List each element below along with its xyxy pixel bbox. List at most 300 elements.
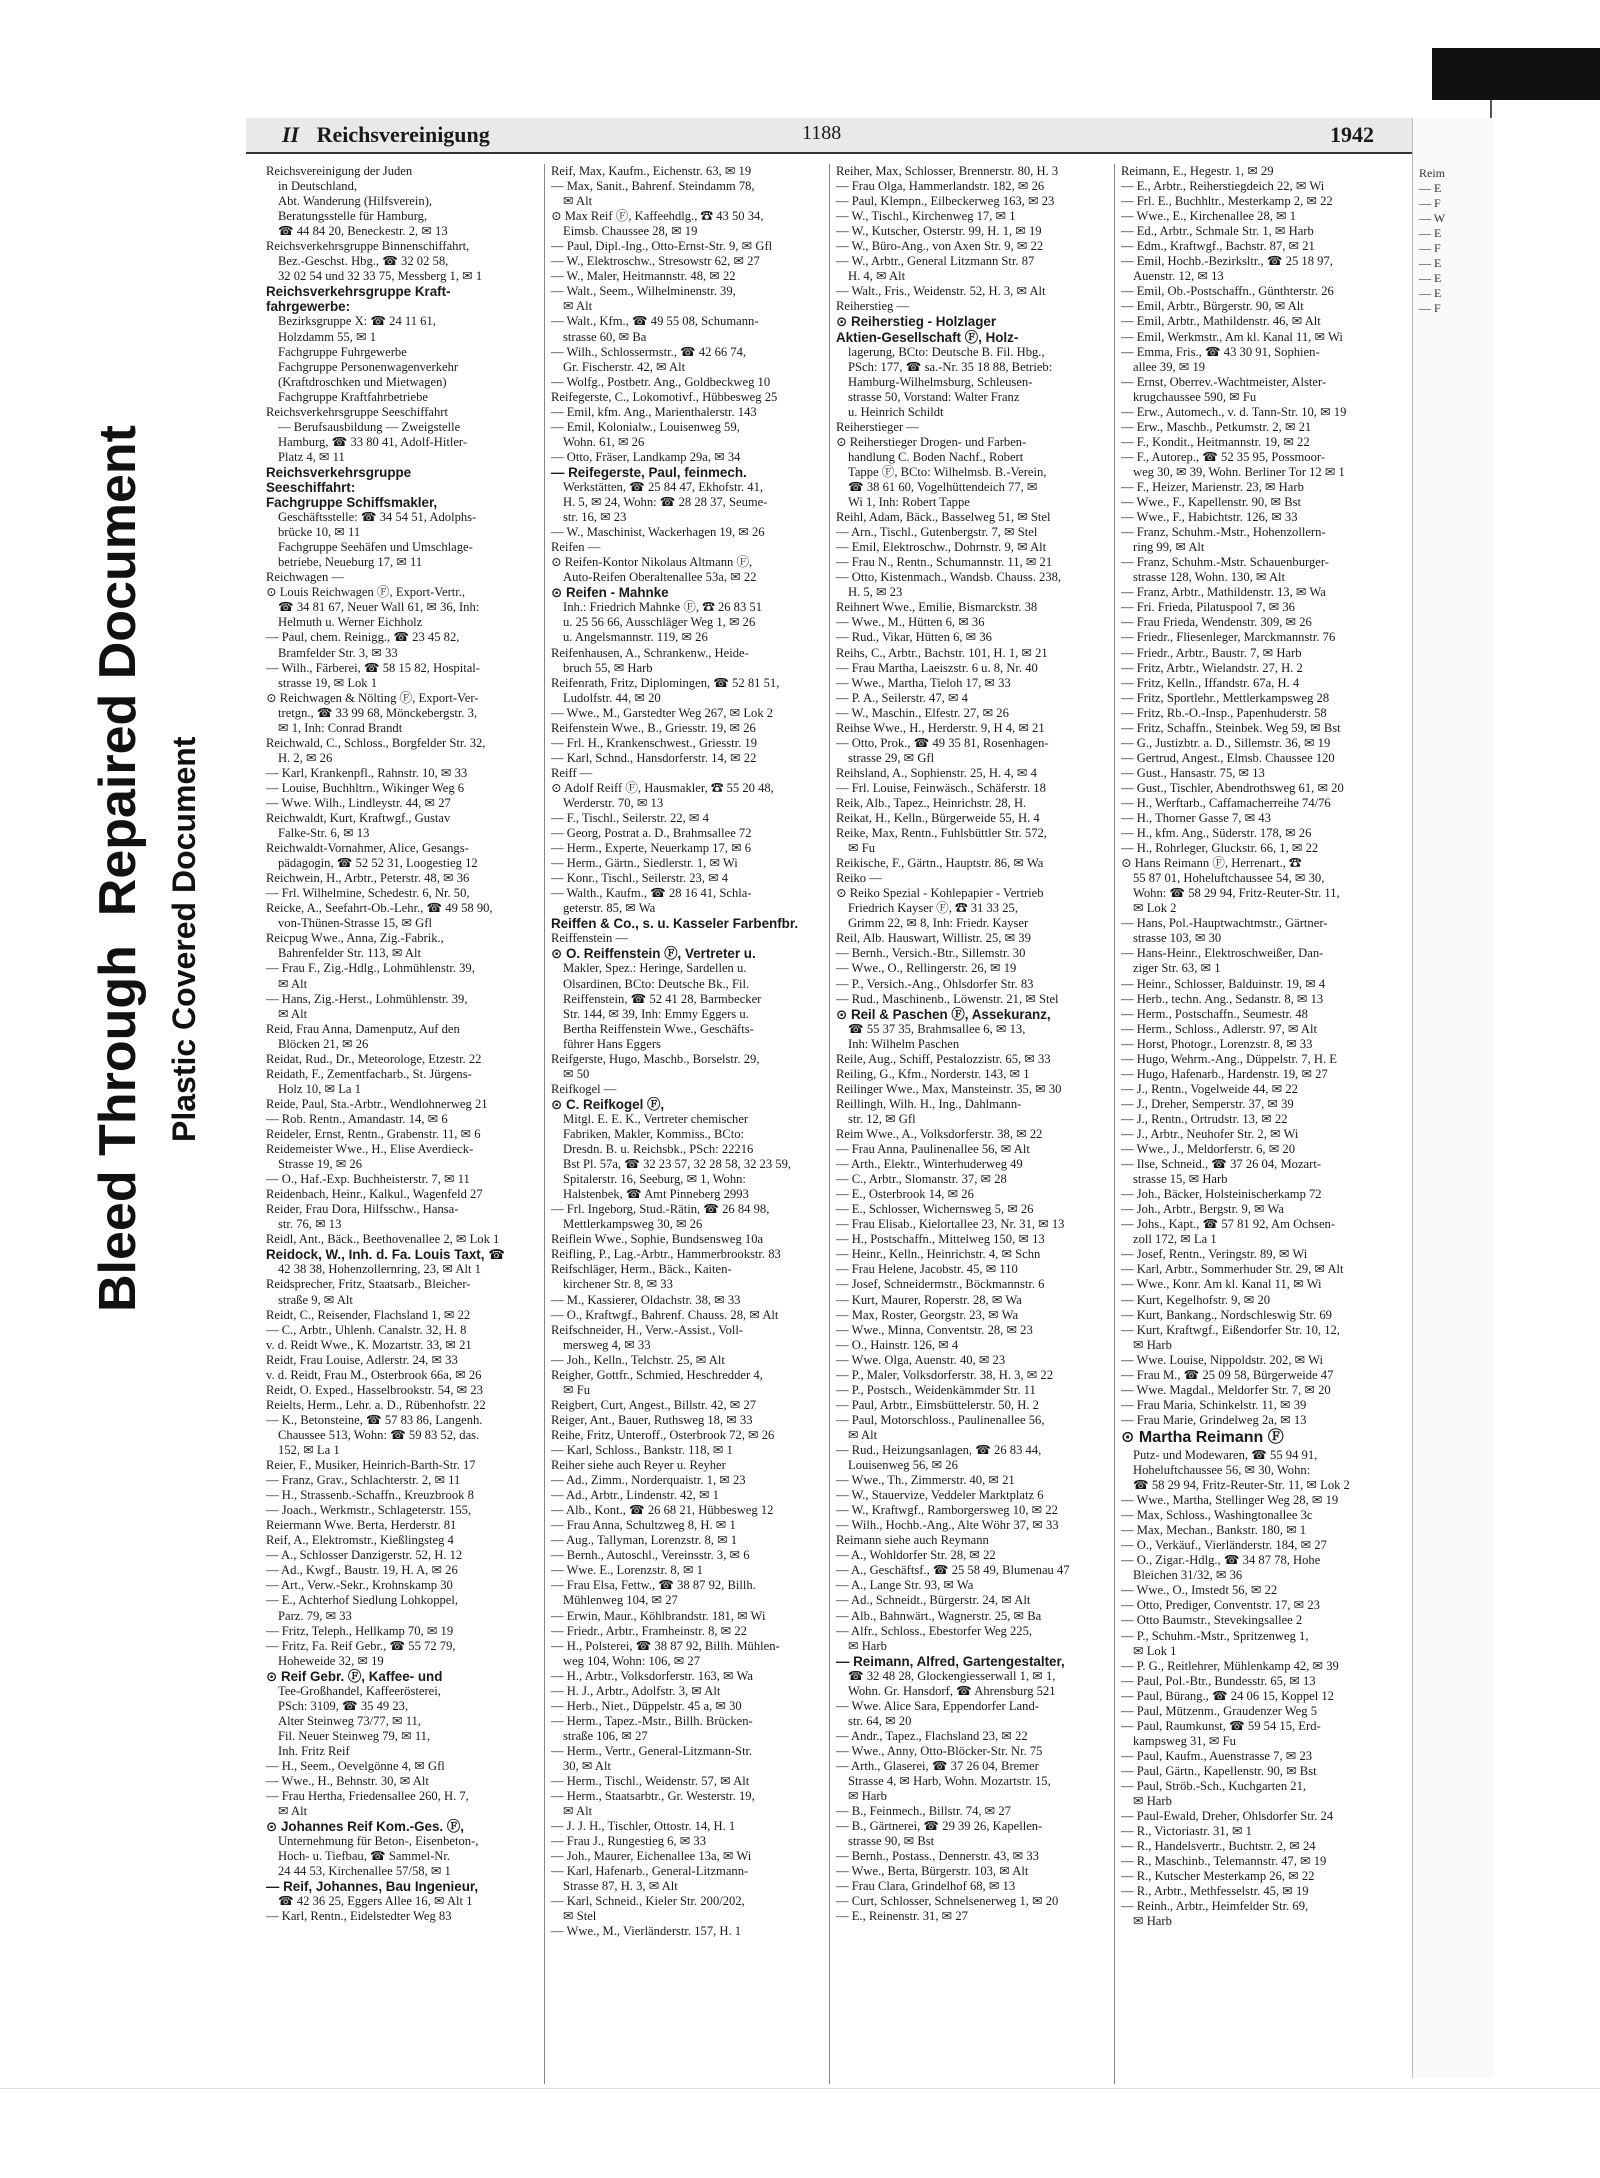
directory-entry-line: — Gertrud, Angest., Elmsb. Chaussee 120 (1121, 750, 1335, 765)
directory-entry-line: — Georg, Postrat a. D., Brahmsallee 72 (551, 826, 752, 841)
directory-entry-line: (Kraftdroschken und Mietwagen) (278, 374, 447, 389)
directory-entry-line: Auto-Reifen Oberaltenallee 53a, ✉ 22 (563, 570, 757, 585)
directory-entry-line: ☎ 44 84 20, Beneckestr. 2, ✉ 13 (278, 224, 448, 239)
directory-entry-line: bruch 55, ✉ Harb (563, 660, 653, 675)
directory-entry-line: — Paul, Klempn., Eilbeckerweg 163, ✉ 23 (836, 194, 1055, 209)
directory-entry-line: — W., Maschin., Elfestr. 27, ✉ 26 (836, 705, 1009, 720)
next-page-edge (1412, 118, 1493, 2078)
directory-entry-line: — Reinh., Arbtr., Heimfelder Str. 69, (1121, 1899, 1309, 1914)
directory-columns (260, 164, 1400, 2084)
directory-entry-line: Fabriken, Makler, Kommiss., BCto: (563, 1127, 745, 1141)
directory-entry-line: — Emil, Arbtr., Mathildenstr. 46, ✉ Alt (1121, 314, 1321, 329)
directory-entry-line: Reifkogel — (551, 1081, 617, 1096)
directory-entry-line: ⊙ C. Reifkogel Ⓕ, (551, 1096, 665, 1112)
directory-entry-line: — Wwe., Konr. Am kl. Kanal 11, ✉ Wi (1121, 1277, 1322, 1292)
directory-entry-line: — E., Reinenstr. 31, ✉ 27 (836, 1909, 968, 1924)
directory-entry-line: — J., Dreher, Semperstr. 37, ✉ 39 (1121, 1096, 1294, 1111)
edge-fragment: — E (1419, 286, 1442, 300)
directory-entry-line: ✉ Lok 2 (1133, 901, 1177, 916)
directory-entry-line: straße 9, ✉ Alt (278, 1292, 353, 1307)
directory-entry-line: Unternehmung für Beton-, Eisenbeton-, (278, 1834, 479, 1849)
directory-entry-line: — H., Arbtr., Volksdorferstr. 163, ✉ Wa (551, 1668, 753, 1683)
directory-entry-line: tretgn., ☎ 33 99 68, Mönckebergstr. 3, (278, 705, 478, 720)
directory-entry-line: — Otto Baumstr., Stevekingsallee 2 (1121, 1613, 1303, 1628)
directory-entry-line: Fachgruppe Kraftfahrbetriebe (278, 389, 428, 404)
directory-entry-line: str. 16, ✉ 23 (563, 510, 627, 525)
directory-entry-line: — Frl. H., Krankenschwest., Griesstr. 19 (551, 735, 758, 750)
column-3 (830, 164, 1115, 2084)
directory-entry-line: ⊙ Reifen-Kontor Nikolaus Altmann Ⓕ, (551, 555, 753, 570)
directory-entry-line: Reichwagen — (266, 570, 344, 585)
directory-entry-line: — Paul-Ewald, Dreher, Ohlsdorfer Str. 24 (1121, 1809, 1334, 1824)
directory-entry-line: Reideler, Ernst, Rentn., Grabenstr. 11, ✉ 6 (266, 1127, 481, 1141)
directory-entry-line: — Frau Anna, Paulinenallee 56, ✉ Alt (836, 1142, 1030, 1157)
directory-entry-line: Reiger, Ant., Bauer, Ruthsweg 18, ✉ 33 (551, 1412, 753, 1427)
scan-binding-tab (1432, 48, 1600, 100)
directory-entry-line: Wohn. Gr. Hansdorf, ☎ Ahrensburg 521 (848, 1683, 1056, 1698)
directory-entry-line: — E., Achterhof Siedlung Lohkoppel, (266, 1593, 459, 1608)
directory-entry-line: — Wwe. Olga, Auenstr. 40, ✉ 23 (836, 1352, 1006, 1367)
directory-entry-line: ✉ Alt (848, 1427, 878, 1442)
directory-entry-line: Bezirksgruppe X: ☎ 24 11 61, (278, 314, 436, 329)
directory-entry-line: — H., Werftarb., Caffamacherreihe 74/76 (1121, 795, 1331, 810)
directory-entry-line: — Frau Elsa, Fettw., ☎ 38 87 92, Billh. (551, 1578, 756, 1593)
directory-entry-line: — Fri. Frieda, Pilatuspool 7, ✉ 36 (1121, 600, 1295, 615)
directory-entry-line: — C., Arbtr., Slomanstr. 37, ✉ 28 (836, 1172, 1007, 1187)
directory-entry-line: — Frau Martha, Laeiszstr. 6 u. 8, Nr. 40 (836, 660, 1038, 675)
directory-entry-line: — Wwe. E., Lorenzstr. 8, ✉ 1 (551, 1563, 703, 1578)
directory-entry-line: Auenstr. 12, ✉ 13 (1133, 269, 1224, 284)
directory-entry-line: ✉ Stel (563, 1909, 597, 1924)
directory-entry-line: pädagogin, ☎ 52 52 31, Loogestieg 12 (278, 856, 478, 871)
directory-entry-line: ✉ Alt (563, 299, 593, 314)
directory-entry-line: Reifling, P., Lag.-Arbtr., Hammerbrookstr. 83 (551, 1247, 781, 1262)
directory-entry-line: — Ernst, Oberrev.-Wachtmeister, Alster- (1121, 374, 1327, 389)
directory-entry-line: Fachgruppe Personenwagenverkehr (278, 359, 459, 374)
directory-entry-line: — Wwe., O., Imstedt 56, ✉ 22 (1121, 1583, 1278, 1598)
directory-entry-line: v. d. Reidt Wwe., K. Mozartstr. 33, ✉ 21 (266, 1337, 472, 1352)
directory-entry-line: Reiffenstein, ☎ 52 41 28, Barmbecker (563, 991, 762, 1006)
directory-entry-line: H. 4, ✉ Alt (848, 269, 906, 284)
directory-entry-line: — K., Betonsteine, ☎ 57 83 86, Langenh. (266, 1412, 483, 1427)
directory-entry-line: — Wilh., Färberei, ☎ 58 15 82, Hospital- (266, 660, 480, 675)
directory-entry-line: — Emil, Hochb.-Bezirksltr., ☎ 25 18 97, (1121, 254, 1333, 269)
directory-entry-line: Hamburg-Wilhelmsburg, Schleusen- (848, 374, 1033, 389)
directory-entry-line: — Rud., Maschinenb., Löwenstr. 21, ✉ Stel (836, 991, 1059, 1006)
directory-entry-line: Reielts, Herm., Lehr. a. D., Rübenhofstr. 22 (266, 1397, 486, 1412)
edge-fragment: — W (1419, 211, 1446, 225)
directory-entry-line: — J., Rentn., Ortrudstr. 13, ✉ 22 (1121, 1111, 1288, 1126)
directory-entry-line: — Heinr., Kelln., Heinrichstr. 4, ✉ Schn (836, 1247, 1041, 1262)
directory-entry-line: Reichwein, H., Arbtr., Peterstr. 48, ✉ 36 (266, 871, 470, 886)
directory-entry-line: ☎ 38 61 60, Vogelhüttendeich 77, ✉ (848, 479, 1038, 494)
rail-main-text-2: Repaired Document (89, 425, 147, 917)
directory-entry-line: mersweg 4, ✉ 33 (563, 1337, 651, 1352)
directory-entry-line: — Paul, Ströb.-Sch., Kuchgarten 21, (1121, 1778, 1307, 1793)
directory-entry-line: — Fritz, Sportlehr., Mettlerkampsweg 28 (1121, 690, 1330, 705)
directory-entry-line: — P., Versich.-Ang., Ohlsdorfer Str. 83 (836, 976, 1034, 991)
directory-entry-line: Reim Wwe., A., Volksdorferstr. 38, ✉ 22 (836, 1127, 1043, 1141)
directory-entry-line: — Frau Elisab., Kielortallee 23, Nr. 31, ✉ 13 (836, 1217, 1065, 1232)
directory-entry-line: — Max, Schloss., Washingtonallee 3c (1121, 1508, 1313, 1523)
directory-entry-line: brücke 10, ✉ 11 (278, 525, 361, 540)
directory-entry-line: Reid, Frau Anna, Damenputz, Auf den (266, 1021, 460, 1036)
directory-entry-line: Mettlerkampsweg 30, ✉ 26 (563, 1217, 703, 1232)
directory-entry-line: — Otto, Prediger, Conventstr. 17, ✉ 23 (1121, 1598, 1320, 1613)
directory-entry-line: — Frl. Wilhelmine, Schedestr. 6, Nr. 50, (266, 886, 470, 901)
directory-entry-line: strasse 50, Vorstand: Walter Franz (848, 389, 1020, 404)
directory-entry-line: ⊙ Reiko Spezial - Kohlepapier - Vertrieb (836, 886, 1044, 901)
directory-entry-line: — Ed., Arbtr., Schmale Str. 1, ✉ Harb (1121, 224, 1314, 239)
directory-entry-line: H. 5, ✉ 23 (848, 585, 903, 600)
directory-entry-line: Reike, Max, Rentn., Fuhlsbüttler Str. 572, (836, 826, 1047, 841)
directory-entry-line: Reider, Frau Dora, Hilfsschw., Hansa- (266, 1202, 459, 1217)
directory-entry-line: — W., Tischl., Kirchenweg 17, ✉ 1 (836, 209, 1016, 224)
directory-entry-line: Reifgerste, Hugo, Maschb., Borselstr. 29, (551, 1051, 760, 1066)
directory-entry-line: — Otto, Kistenmach., Wandsb. Chauss. 238, (836, 570, 1062, 585)
directory-entry-line: — Friedr., Arbtr., Framheinstr. 8, ✉ 22 (551, 1623, 747, 1638)
header-page-number: 1188 (802, 122, 842, 144)
directory-entry-line: fahrgewerbe: (266, 299, 351, 315)
directory-entry-line: str. 64, ✉ 20 (848, 1713, 912, 1728)
directory-entry-line: — H., Rohrleger, Gluckstr. 66, 1, ✉ 22 (1121, 841, 1319, 856)
directory-entry-line: — P., Postsch., Weidenkämmder Str. 11 (836, 1382, 1036, 1397)
directory-entry-line: — R., Victoriastr. 31, ✉ 1 (1121, 1824, 1252, 1839)
directory-entry-line: — Karl, Schloss., Bankstr. 118, ✉ 1 (551, 1442, 733, 1457)
directory-entry-line: Reimann, E., Hegestr. 1, ✉ 29 (1121, 164, 1274, 178)
directory-entry-line: — Wilh., Schlossermstr., ☎ 42 66 74, (551, 344, 747, 359)
directory-entry-line: — Joh., Arbtr., Bergstr. 9, ✉ Wa (1121, 1202, 1284, 1217)
edge-fragment: — E (1419, 256, 1442, 270)
directory-entry-line: — Fritz, Arbtr., Wielandstr. 27, H. 2 (1121, 660, 1303, 675)
directory-entry-line: PSch: 177, ☎ sa.-Nr. 35 18 88, Betrieb: (848, 359, 1053, 374)
directory-entry-line: — A., Schlosser Danzigerstr. 52, H. 12 (266, 1548, 463, 1563)
directory-entry-line: 32 02 54 und 32 33 75, Messberg 1, ✉ 1 (278, 269, 483, 284)
directory-entry-line: ✉ Alt (563, 194, 593, 209)
directory-entry-line: — Frau Maria, Schinkelstr. 11, ✉ 39 (1121, 1397, 1307, 1412)
directory-entry-line: — W., Elektroschw., Stresowstr 62, ✉ 27 (551, 254, 760, 269)
directory-entry-line: strasse 128, Wohn. 130, ✉ Alt (1133, 570, 1286, 585)
directory-page (246, 118, 1412, 2078)
directory-entry-line: Inh: Wilhelm Paschen (848, 1036, 960, 1051)
directory-entry-line: Tappe Ⓕ, BCto: Wilhelmsb. B.-Verein, (848, 464, 1047, 479)
directory-entry-line: — Reifegerste, Paul, feinmech. (551, 464, 747, 480)
directory-entry-line: — H., Thorner Gasse 7, ✉ 43 (1121, 811, 1271, 826)
directory-entry-line: ☎ 55 37 35, Brahmsallee 6, ✉ 13, (848, 1021, 1026, 1036)
directory-entry-line: Parz. 79, ✉ 33 (278, 1608, 352, 1623)
directory-entry-line: Strasse 4, ✉ Harb, Wohn. Mozartstr. 15, (848, 1774, 1051, 1789)
directory-entry-line: — Frl. Ingeborg, Stud.-Rätin, ☎ 26 84 98, (551, 1202, 770, 1217)
directory-entry-line: — Frau J., Rungestieg 6, ✉ 33 (551, 1834, 707, 1849)
directory-entry-line: Reide, Paul, Sta.-Arbtr., Wendlohnerweg 21 (266, 1096, 488, 1111)
edge-fragment: — F (1419, 301, 1441, 315)
directory-entry-line: Reif, A., Elektromstr., Kießlingsteg 4 (266, 1533, 454, 1548)
directory-entry-line: Reidsprecher, Fritz, Staatsarb., Bleicher- (266, 1277, 471, 1292)
rail-main-text: Bleed Through (89, 945, 147, 1312)
header-section (282, 122, 490, 148)
directory-entry-line: Reidath, F., Zementfacharb., St. Jürgens- (266, 1066, 472, 1081)
directory-entry-line: Beratungsstelle für Hamburg, (278, 209, 428, 224)
directory-entry-line: ✉ Harb (1133, 1914, 1172, 1929)
directory-entry-line: — Joh., Bäcker, Holsteinischerkamp 72 (1121, 1187, 1322, 1202)
directory-entry-line: Reikat, H., Kelln., Bürgerweide 55, H. 4 (836, 811, 1040, 826)
directory-entry-line: — C., Arbtr., Uhlenh. Canalstr. 32, H. 8 (266, 1322, 467, 1337)
directory-entry-line: — Karl, Rentn., Eidelstedter Weg 83 (266, 1909, 452, 1924)
directory-entry-line: — Friedr., Arbtr., Baustr. 7, ✉ Harb (1121, 645, 1302, 660)
directory-entry-line: — Hugo, Hafenarb., Hardenstr. 19, ✉ 27 (1121, 1066, 1328, 1081)
directory-entry-line: — Kurt, Kraftwgf., Eißendorfer Str. 10, 12, (1121, 1322, 1340, 1337)
directory-entry-line: Reihse Wwe., H., Herderstr. 9, H 4, ✉ 21 (836, 720, 1045, 735)
directory-entry-line: — Max, Mechan., Bankstr. 180, ✉ 1 (1121, 1523, 1307, 1538)
directory-entry-line: Putz- und Modewaren, ☎ 55 94 91, (1133, 1447, 1318, 1462)
column-4 (1115, 164, 1400, 2084)
directory-entry-line: Reihl, Adam, Bäck., Basselweg 51, ✉ Stel (836, 510, 1051, 525)
directory-entry-line: H. 2, ✉ 26 (278, 750, 333, 765)
directory-entry-line: — Konr., Tischl., Seilerstr. 23, ✉ 4 (551, 871, 729, 886)
directory-entry-line: — E., Arbtr., Reiherstiegdeich 22, ✉ Wi (1121, 179, 1325, 194)
directory-entry-line: Inh.: Friedrich Mahnke Ⓕ, ☎ 26 83 51 (563, 600, 763, 615)
directory-entry-line: — Herm., Tapez.-Mstr., Billh. Brücken- (551, 1713, 753, 1728)
directory-entry-line: — Johs., Kapt., ☎ 57 81 92, Am Ochsen- (1121, 1217, 1336, 1232)
directory-entry-line: führer Hans Eggers (563, 1036, 661, 1051)
directory-entry-line: — O., Verkäuf., Vierländerstr. 184, ✉ 27 (1121, 1538, 1327, 1553)
directory-entry-line: betriebe, Neueburg 17, ✉ 11 (278, 555, 423, 570)
directory-entry-line: — E., Osterbrook 14, ✉ 26 (836, 1187, 974, 1202)
directory-entry-line: Reif, Max, Kaufm., Eichenstr. 63, ✉ 19 (551, 164, 752, 178)
directory-entry-line: — Franz, Grav., Schlachterstr. 2, ✉ 11 (266, 1473, 461, 1488)
directory-entry-line: — Frau Frieda, Wendenstr. 309, ✉ 26 (1121, 615, 1312, 630)
directory-entry-line: — Herb., Niet., Düppelstr. 45 a, ✉ 30 (551, 1698, 742, 1713)
directory-entry-line: — Arth., Elektr., Winterhuderweg 49 (836, 1157, 1023, 1172)
directory-entry-line: ✉ Alt (563, 1804, 593, 1819)
directory-entry-line: Reicke, A., Seefahrt-Ob.-Lehr., ☎ 49 58 90, (266, 901, 493, 916)
directory-entry-line: — Erw., Automech., v. d. Tann-Str. 10, ✉ 19 (1121, 404, 1347, 419)
directory-entry-line: von-Thünen-Strasse 15, ✉ Gfl (278, 916, 432, 931)
directory-entry-line: — A., Wohldorfer Str. 28, ✉ 22 (836, 1548, 996, 1563)
directory-entry-line: Reichwald, C., Schloss., Borgfelder Str. 32, (266, 735, 486, 750)
directory-entry-line: Spitalerstr. 16, Seeburg, ✉ 1, Wohn: (563, 1172, 746, 1187)
directory-entry-line: ✉ Fu (563, 1382, 591, 1397)
directory-entry-line: — Art., Verw.-Sekr., Krohnskamp 30 (266, 1578, 453, 1593)
directory-entry-line: — Emil, Werkmstr., Am kl. Kanal 11, ✉ Wi (1121, 329, 1343, 344)
directory-entry-line: Reiherstieg — (836, 299, 910, 314)
directory-entry-line: ✉ Harb (848, 1789, 887, 1804)
directory-entry-line: — Frau Anna, Schultzweg 8, H. ✉ 1 (551, 1518, 736, 1533)
directory-entry-line: — F., Tischl., Seilerstr. 22, ✉ 4 (551, 811, 709, 826)
directory-entry-line: — Karl, Schneid., Kieler Str. 200/202, (551, 1894, 745, 1909)
directory-entry-line: allee 39, ✉ 19 (1133, 359, 1206, 374)
directory-entry-line: — Herb., techn. Ang., Sedanstr. 8, ✉ 13 (1121, 991, 1324, 1006)
directory-entry-line: — O., Kraftwgf., Bahrenf. Chauss. 28, ✉ Alt (551, 1307, 779, 1322)
directory-entry-line: — F., Autorep., ☎ 52 35 95, Possmoor- (1121, 449, 1326, 464)
directory-entry-line: — Frau Hertha, Friedensallee 260, H. 7, (266, 1789, 469, 1804)
directory-entry-line: Tee-Großhandel, Kaffeerösterei, (278, 1683, 441, 1698)
directory-entry-line: Reichsverkehrsgruppe Kraft- (266, 284, 451, 300)
directory-entry-line: ✉ Harb (1133, 1794, 1172, 1809)
directory-entry-line: Reicpug Wwe., Anna, Zig.-Fabrik., (266, 931, 444, 946)
directory-entry-line: — Curt, Schlosser, Schnelsenerweg 1, ✉ 20 (836, 1894, 1059, 1909)
directory-entry-line: Reidemeister Wwe., H., Elise Averdieck- (266, 1142, 474, 1157)
directory-entry-line: Gr. Fischerstr. 42, ✉ Alt (563, 359, 686, 374)
directory-entry-line: Reichwaldt-Vornahmer, Alice, Gesangs- (266, 841, 469, 856)
directory-entry-line: — Frl. E., Buchhltr., Mesterkamp 2, ✉ 22 (1121, 194, 1333, 209)
directory-entry-line: 24 44 53, Kirchenallee 57/58, ✉ 1 (278, 1864, 451, 1879)
directory-entry-line: — H. J., Arbtr., Adolfstr. 3, ✉ Alt (551, 1683, 721, 1698)
directory-entry-line: Bahrenfelder Str. 113, ✉ Alt (278, 946, 421, 961)
directory-entry-line: — F., Kondit., Heitmannstr. 19, ✉ 22 (1121, 434, 1310, 449)
directory-entry-line: — Paul, Dipl.-Ing., Otto-Ernst-Str. 9, ✉ Gfl (551, 239, 773, 254)
directory-entry-line: straße 106, ✉ 27 (563, 1728, 648, 1743)
directory-entry-line: — Frau Clara, Grindelhof 68, ✉ 13 (836, 1879, 1016, 1894)
directory-entry-line: — Frau M., ☎ 25 09 58, Bürgerweide 47 (1121, 1367, 1334, 1382)
directory-entry-line: Makler, Spez.: Heringe, Sardellen u. (563, 961, 747, 976)
directory-entry-line: 30, ✉ Alt (563, 1758, 611, 1773)
directory-entry-line: Reidt, C., Reisender, Flachsland 1, ✉ 22 (266, 1307, 471, 1322)
directory-entry-line: ☎ 58 29 94, Fritz-Reuter-Str. 11, ✉ Lok 2 (1133, 1478, 1350, 1493)
directory-entry-line: — Paul, Motorschloss., Paulinenallee 56, (836, 1412, 1045, 1427)
directory-entry-line: — Franz, Schuhm.-Mstr. Schauenburger- (1121, 555, 1329, 570)
directory-entry-line: — Wwe., Anny, Otto-Blöcker-Str. Nr. 75 (836, 1743, 1043, 1758)
directory-entry-line: — Paul, Gärtn., Kapellenstr. 90, ✉ Bst (1121, 1763, 1317, 1778)
directory-entry-line: — E., Schlosser, Wichernsweg 5, ✉ 26 (836, 1202, 1034, 1217)
directory-entry-line: — Alb., Bahnwärt., Wagnerstr. 25, ✉ Ba (836, 1608, 1042, 1623)
directory-entry-line: — Emma, Fris., ☎ 43 30 91, Sophien- (1121, 344, 1320, 359)
directory-entry-line: Reigbert, Curt, Angest., Billstr. 42, ✉ 27 (551, 1397, 757, 1412)
directory-entry-line: Str. 144, ✉ 39, Inh: Emmy Eggers u. (563, 1006, 749, 1021)
directory-entry-line: — Paul, Arbtr., Eimsbüttelerstr. 50, H. 2 (836, 1397, 1039, 1412)
directory-entry-line: — B., Gärtnerei, ☎ 29 39 26, Kapellen- (836, 1819, 1043, 1834)
directory-entry-line: Reillingh, Wilh. H., Ing., Dahlmann- (836, 1096, 1022, 1111)
directory-entry-line: — Fritz, Schaffn., Steinbek. Weg 59, ✉ Bst (1121, 720, 1341, 735)
directory-entry-line: ⊙ Max Reif Ⓕ, Kaffeehdlg., ☎ 43 50 34, (551, 209, 764, 224)
directory-entry-line: Ludolfstr. 44, ✉ 20 (563, 690, 661, 705)
directory-entry-line: — Paul, Bürang., ☎ 24 06 15, Koppel 12 (1121, 1688, 1334, 1703)
directory-entry-line: — G., Justizbtr. a. D., Sillemstr. 36, ✉ 19 (1121, 735, 1331, 750)
directory-entry-line: Reifegerste, C., Lokomotivf., Hübbesweg 25 (551, 389, 778, 404)
directory-entry-line: — Paul, Kaufm., Auenstrasse 7, ✉ 23 (1121, 1748, 1313, 1763)
directory-entry-line: Friedrich Kayser Ⓕ, ☎ 31 33 25, (848, 901, 1018, 916)
directory-entry-line: — Emil, kfm. Ang., Marienthalerstr. 143 (551, 404, 757, 419)
directory-entry-line: ⊙ Reiherstieger Drogen- und Farben- (836, 434, 1027, 449)
directory-entry-line: ziger Str. 63, ✉ 1 (1133, 961, 1221, 976)
directory-entry-line: — Gust., Hansastr. 75, ✉ 13 (1121, 765, 1265, 780)
directory-entry-line: — Wilh., Hochb.-Ang., Alte Wöhr 37, ✉ 33 (836, 1518, 1059, 1533)
directory-entry-line: — R., Arbtr., Methfesselstr. 45, ✉ 19 (1121, 1884, 1309, 1899)
directory-entry-line: — Aug., Tallyman, Lorenzstr. 8, ✉ 1 (551, 1533, 738, 1548)
directory-entry-line: Alter Steinweg 73/77, ✉ 11, (278, 1713, 422, 1728)
directory-entry-line: — W., Kutscher, Osterstr. 99, H. 1, ✉ 19 (836, 224, 1042, 239)
directory-entry-line: — Wwe., Martha, Tieloh 17, ✉ 33 (836, 675, 1011, 690)
directory-entry-line: — Wwe., Martha, Stellinger Weg 28, ✉ 19 (1121, 1493, 1339, 1508)
directory-entry-line: — Max, Roster, Georgstr. 23, ✉ Wa (836, 1307, 1019, 1322)
rail-main-label (88, 425, 148, 1312)
directory-entry-line: Wi 1, Inh: Robert Tappe (848, 495, 970, 510)
directory-entry-line: strasse 60, ✉ Ba (563, 329, 647, 344)
directory-entry-line: — Wwe. Alice Sara, Eppendorfer Land- (836, 1698, 1039, 1713)
directory-entry-line: — Louise, Buchhltrn., Wikinger Weg 6 (266, 780, 465, 795)
directory-entry-line: Bleichen 31/32, ✉ 36 (1133, 1568, 1243, 1583)
directory-entry-line: — Joh., Maurer, Eichenallee 13a, ✉ Wi (551, 1849, 752, 1864)
directory-entry-line: — Ilse, Schneid., ☎ 37 26 04, Mozart- (1121, 1157, 1322, 1172)
directory-entry-line: — Wwe., Th., Zimmerstr. 40, ✉ 21 (836, 1473, 1015, 1488)
directory-entry-line: — Wwe., H., Behnstr. 30, ✉ Alt (266, 1774, 429, 1789)
edge-fragment: — E (1419, 226, 1442, 240)
directory-entry-line: Reilinger Wwe., Max, Mansteinstr. 35, ✉ 30 (836, 1081, 1062, 1096)
directory-entry-line: kirchener Str. 8, ✉ 33 (563, 1277, 673, 1292)
directory-entry-line: Reiherstieger — (836, 419, 919, 434)
directory-entry-line: Reik, Alb., Tapez., Heinrichstr. 28, H. (836, 795, 1027, 810)
directory-entry-line: Fachgruppe Schiffsmakler, (266, 495, 438, 511)
directory-entry-line: Reichwaldt, Kurt, Kraftwgf., Gustav (266, 811, 451, 826)
directory-entry-line: Abt. Wanderung (Hilfsverein), (278, 194, 433, 209)
directory-entry-line: Reichsverkehrsgruppe Seeschiffahrt (266, 404, 448, 419)
directory-entry-line: — Franz, Schuhm.-Mstr., Hohenzollern- (1121, 525, 1326, 540)
directory-entry-line: — Walth., Kaufm., ☎ 28 16 41, Schla- (551, 886, 752, 901)
directory-entry-line: kampsweg 31, ✉ Fu (1133, 1733, 1236, 1748)
directory-entry-line: Helmuth u. Werner Eichholz (278, 615, 423, 630)
header-year: 1942 (1330, 122, 1374, 147)
directory-entry-line: — Karl, Arbtr., Sommerhuder Str. 29, ✉ Alt (1121, 1262, 1344, 1277)
directory-entry-line: Inh. Fritz Reif (278, 1743, 350, 1758)
directory-entry-line: Reiher, Max, Schlosser, Brennerstr. 80, H. 3 (836, 164, 1059, 178)
directory-entry-line: — Ad., Schneidt., Bürgerstr. 24, ✉ Alt (836, 1593, 1031, 1608)
column-1 (260, 164, 545, 2084)
directory-entry-line: Reidock, W., Inh. d. Fa. Louis Taxt, ☎ (266, 1247, 505, 1263)
directory-entry-line: Reihe, Fritz, Unteroff., Osterbrook 72, ✉ 26 (551, 1427, 775, 1442)
directory-entry-line: — H., Strassenb.-Schaffn., Kreuzbrook 8 (266, 1488, 474, 1503)
page-header (246, 118, 1412, 154)
directory-entry-line: Reikische, F., Gärtn., Hauptstr. 86, ✉ Wa (836, 856, 1044, 871)
directory-entry-line: — Walt., Fris., Weidenstr. 52, H. 3, ✉ Alt (836, 284, 1046, 299)
directory-entry-line: — Herm., Vertr., General-Litzmann-Str. (551, 1743, 753, 1758)
directory-entry-line: str. 12, ✉ Gfl (848, 1111, 916, 1126)
directory-entry-line: Bst Pl. 57a, ☎ 32 23 57, 32 28 58, 32 23 59, (563, 1157, 792, 1172)
directory-entry-line: — W., Stauervize, Veddeler Marktplatz 6 (836, 1488, 1044, 1503)
directory-entry-line: Reidat, Rud., Dr., Meteorologe, Etzestr. 22 (266, 1051, 482, 1066)
directory-entry-line: in Deutschland, (278, 179, 358, 194)
directory-entry-line: — Ad., Zimm., Norderquaistr. 1, ✉ 23 (551, 1473, 746, 1488)
directory-entry-line: — Reimann, Alfred, Gartengestalter, (836, 1653, 1065, 1669)
directory-entry-line: — Wwe. Wilh., Lindleystr. 44, ✉ 27 (266, 795, 451, 810)
directory-entry-line: — B., Feinmech., Billstr. 74, ✉ 27 (836, 1804, 1011, 1819)
directory-entry-line: Reichsverkehrsgruppe (266, 464, 412, 480)
directory-entry-line: ⊙ Hans Reimann Ⓕ, Herrenart., ☎ (1121, 856, 1302, 871)
directory-entry-line: — J., Arbtr., Neuhofer Str. 2, ✉ Wi (1121, 1127, 1299, 1141)
edge-fragment: Reim (1419, 166, 1445, 180)
directory-entry-line: Geschäftsstelle: ☎ 34 54 51, Adolphs- (278, 510, 477, 525)
directory-entry-line: Reigher, Gottfr., Schmied, Heschredder 4, (551, 1367, 763, 1382)
directory-entry-line: — Wwe., F., Kapellenstr. 90, ✉ Bst (1121, 495, 1302, 510)
directory-entry-line: ✉ 50 (563, 1066, 590, 1081)
directory-entry-line: — Rud., Vikar, Hütten 6, ✉ 36 (836, 630, 992, 645)
directory-entry-line: — Herm., Experte, Neuerkamp 17, ✉ 6 (551, 841, 752, 856)
directory-entry-line: Hamburg, ☎ 33 80 41, Adolf-Hitler- (278, 434, 468, 449)
directory-entry-line: Reiff — (551, 765, 593, 780)
directory-entry-line: — W., Kraftwgf., Ramborgersweg 10, ✉ 22 (836, 1503, 1058, 1518)
directory-entry-line: — Rud., Heizungsanlagen, ☎ 26 83 44, (836, 1442, 1042, 1457)
directory-entry-line: Chaussee 513, Wohn: ☎ 59 83 52, das. (278, 1427, 480, 1442)
directory-entry-line: ✉ Alt (278, 1006, 308, 1021)
directory-entry-line: ⊙ Martha Reimann Ⓕ (1121, 1428, 1284, 1446)
directory-entry-line: Reifschneider, H., Verw.-Assist., Voll- (551, 1322, 744, 1337)
directory-entry-line: — Emil, Arbtr., Bürgerstr. 90, ✉ Alt (1121, 299, 1304, 314)
directory-entry-line: — Karl, Schnd., Hansdorferstr. 14, ✉ 22 (551, 750, 757, 765)
directory-entry-line: — Bernh., Postass., Dennerstr. 43, ✉ 33 (836, 1849, 1039, 1864)
directory-entry-line: ✉ Lok 1 (1133, 1643, 1177, 1658)
directory-entry-line: Reiflein Wwe., Sophie, Bundsensweg 10a (551, 1232, 764, 1247)
directory-entry-line: — Frau Marie, Grindelweg 2a, ✉ 13 (1121, 1412, 1307, 1427)
directory-entry-line: — Paul, chem. Reinigg., ☎ 23 45 82, (266, 630, 460, 645)
